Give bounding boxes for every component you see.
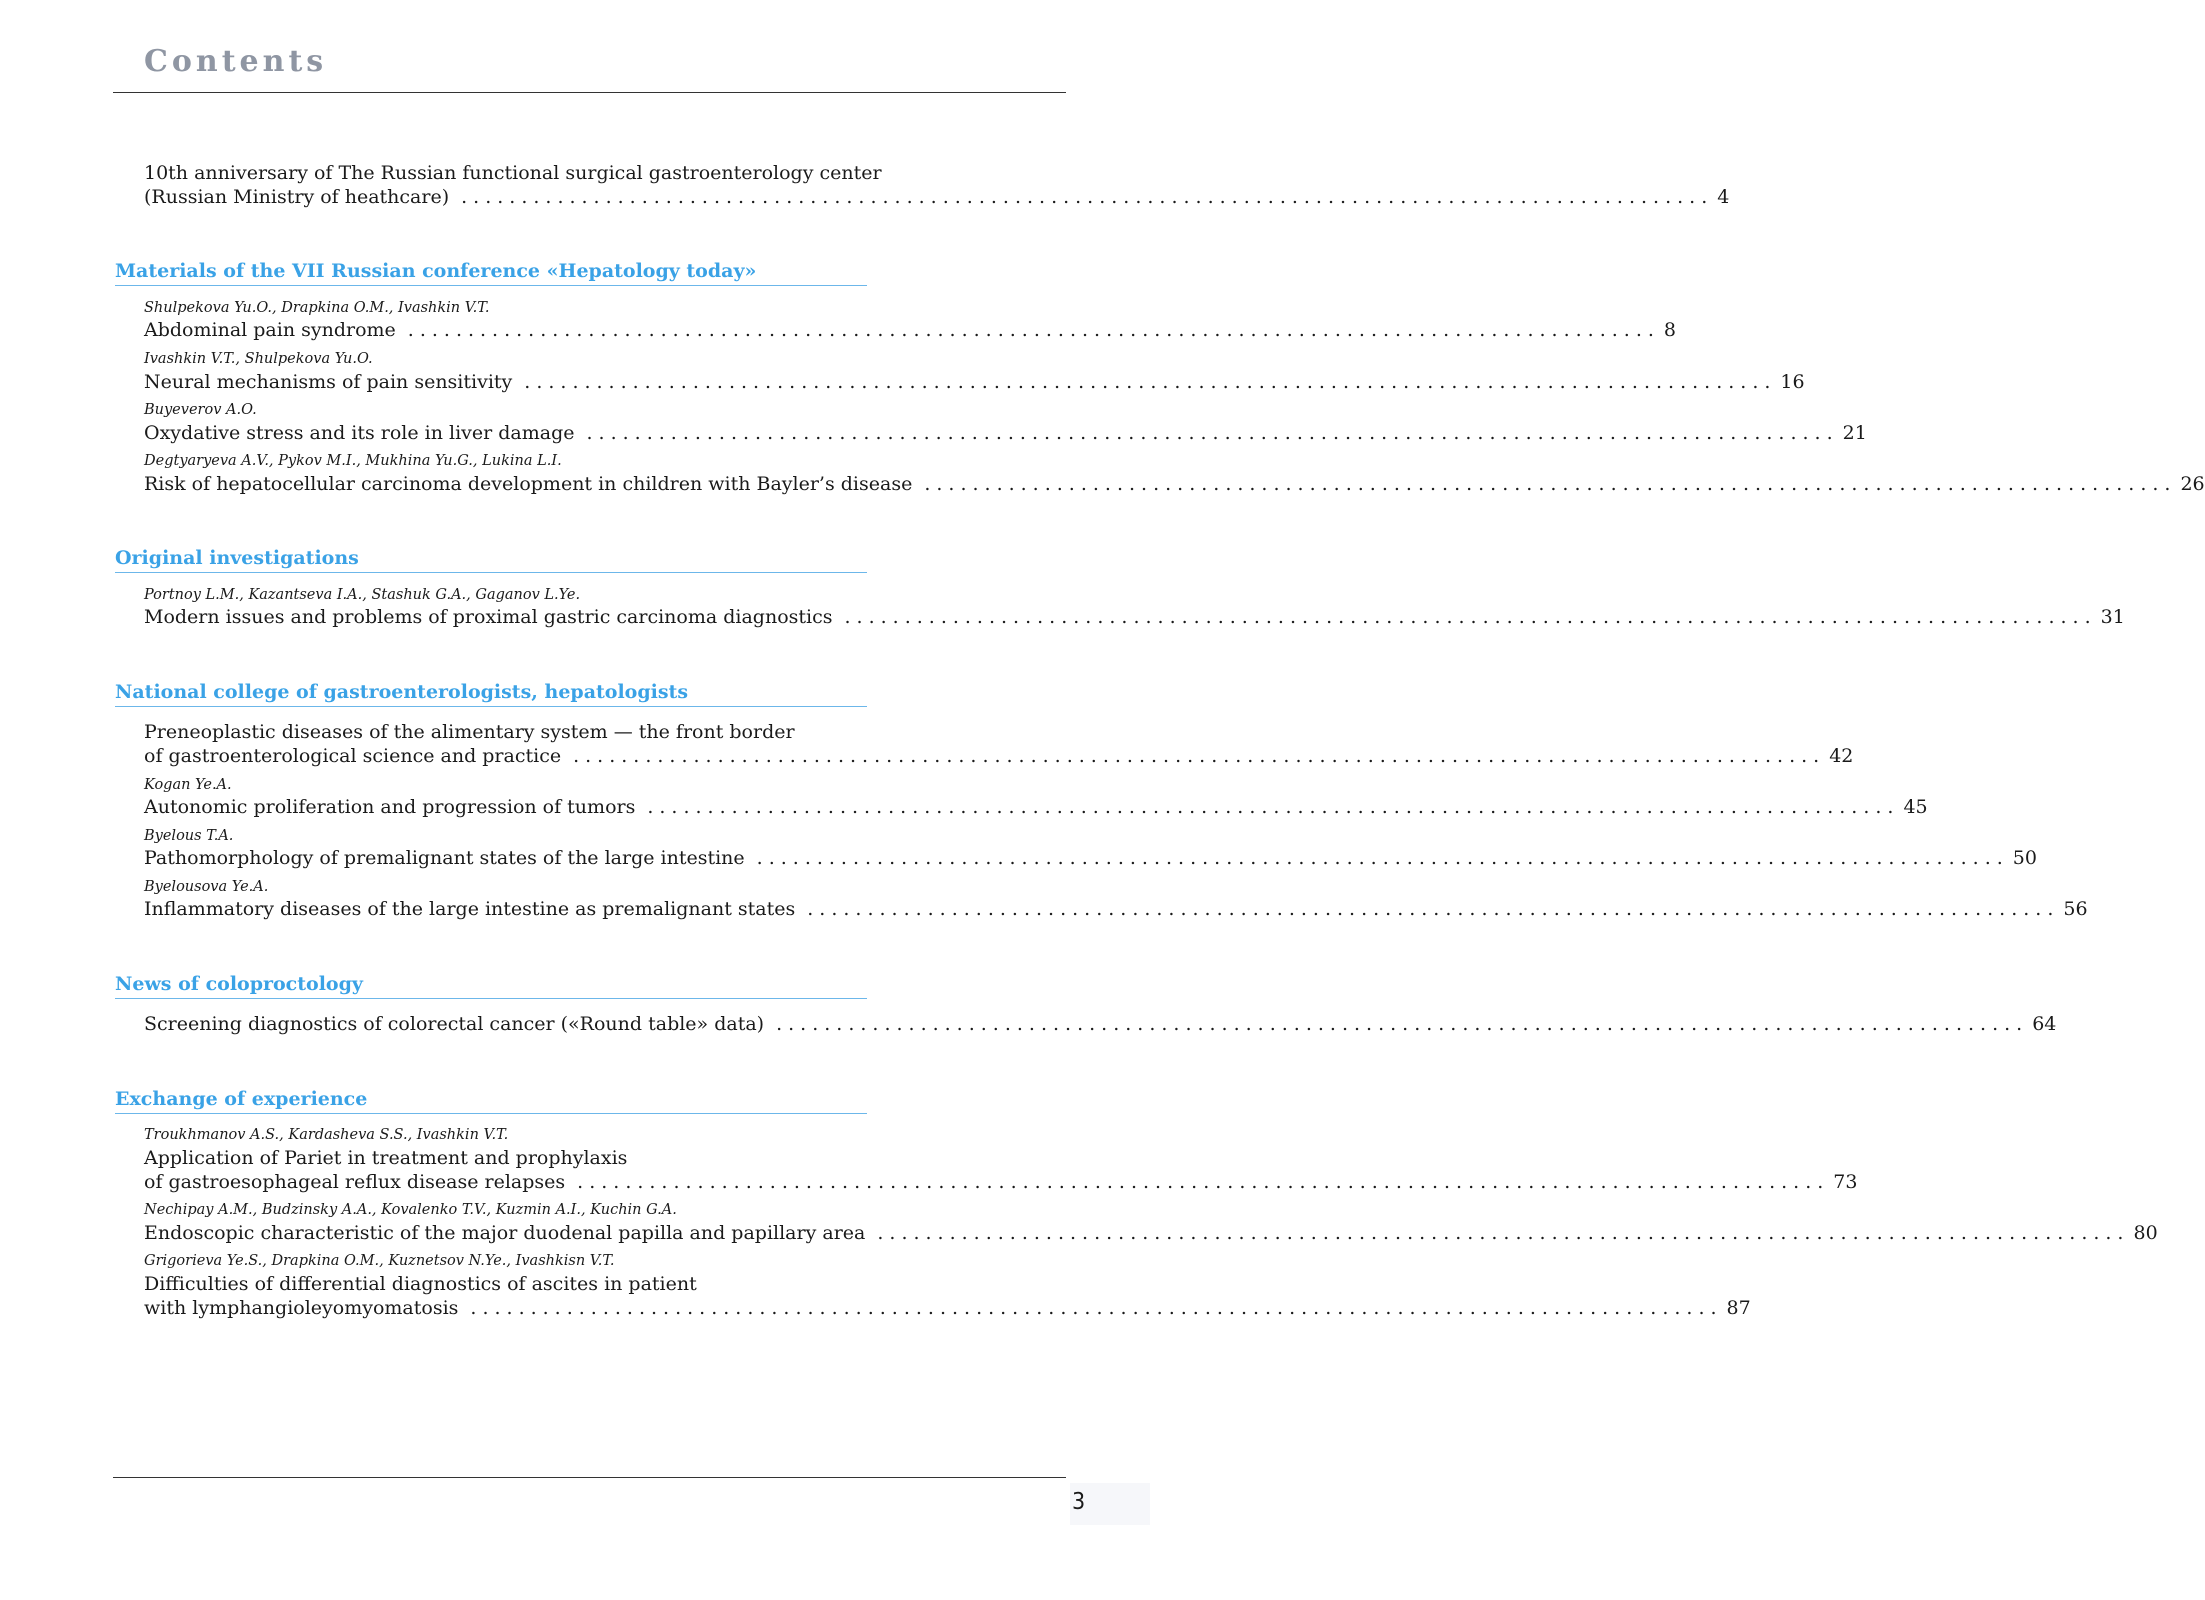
- dot-leader: ........................................................................................................: [924, 473, 2177, 495]
- toc-entry-page: 8: [1663, 319, 1676, 341]
- toc-entry-page: 4: [1717, 186, 1730, 208]
- toc-entry-title: Inflammatory diseases of the large intestine as premalignant states: [144, 898, 796, 920]
- toc-entry-title: Oxydative stress and its role in liver damage: [144, 422, 575, 444]
- dot-leader: ........................................................................................................: [524, 371, 1777, 393]
- toc-entry-authors: Grigorieva Ye.S., Drapkina O.M., Kuznetsov N.Ye., Ivashkisn V.T.: [144, 1253, 615, 1269]
- toc-entry-page: 80: [2133, 1222, 2158, 1244]
- toc-entry-authors: Byelousova Ye.A.: [144, 879, 269, 895]
- toc-entry-title-line1: Application of Pariet in treatment and prophylaxis: [144, 1147, 628, 1169]
- page-number: 3: [1070, 1483, 1150, 1525]
- toc-entry-title: (Russian Ministry of heathcare): [144, 186, 450, 208]
- toc-entry-page: 26: [2180, 473, 2205, 495]
- dot-leader: ........................................................................................................: [756, 847, 2009, 869]
- dot-leader: ........................................................................................................: [577, 1171, 1830, 1193]
- toc-entry-authors: Kogan Ye.A.: [144, 777, 232, 793]
- toc-entry[interactable]: [144, 897, 2088, 921]
- toc-entry[interactable]: [144, 1170, 1858, 1194]
- toc-entry-page: 42: [1829, 745, 1854, 767]
- toc-entry-authors: Troukhmanov A.S., Kardasheva S.S., Ivashkin V.T.: [144, 1127, 509, 1143]
- toc-entry-title: Autonomic proliferation and progression of tumors: [144, 796, 636, 818]
- toc-entry-title: Endoscopic characteristic of the major duodenal papilla and papillary area: [144, 1222, 866, 1244]
- toc-entry-page: 50: [2012, 847, 2037, 869]
- toc-entry-title: with lymphangioleyomyomatosis: [144, 1297, 459, 1319]
- toc-entry-title: of gastroenterological science and practice: [144, 745, 562, 767]
- toc-entry-authors: Portnoy L.M., Kazantseva I.A., Stashuk G.A., Gaganov L.Ye.: [144, 587, 581, 603]
- intro-title-line1: 10th anniversary of The Russian functional surgical gastroenterology center: [144, 162, 882, 184]
- toc-entry-authors: Ivashkin V.T., Shulpekova Yu.O.: [144, 351, 373, 367]
- toc-entry[interactable]: [144, 744, 1854, 768]
- toc-entry[interactable]: [144, 846, 2037, 870]
- toc-entry-page: 21: [1842, 422, 1867, 444]
- toc-entry-authors: Nechipay A.M., Budzinsky A.A., Kovalenko T.V., Kuzmin A.I., Kuchin G.A.: [144, 1202, 677, 1218]
- toc-entry[interactable]: [144, 1012, 2057, 1036]
- toc-entry[interactable]: [144, 1296, 1751, 1320]
- dot-leader: ........................................................................................................: [461, 186, 1714, 208]
- section-heading-exchange-of-experience: Exchange of experience: [115, 1087, 867, 1114]
- dot-leader: ........................................................................................................: [844, 606, 2097, 628]
- dot-leader: ........................................................................................................: [573, 745, 1826, 767]
- toc-entry-title: Screening diagnostics of colorectal cancer («Round table» data): [144, 1013, 765, 1035]
- toc-entry-authors: Byelous T.A.: [144, 828, 234, 844]
- page-title: Contents: [144, 44, 328, 79]
- toc-entry-authors: Degtyaryeva A.V., Pykov M.I., Mukhina Yu.G., Lukina L.I.: [144, 453, 562, 469]
- toc-entry-title: of gastroesophageal reflux disease relapses: [144, 1171, 566, 1193]
- section-heading-hepatology: Materials of the VII Russian conference «Hepatology today»: [115, 259, 867, 286]
- dot-leader: ........................................................................................................: [470, 1297, 1723, 1319]
- toc-entry[interactable]: [144, 370, 1805, 394]
- toc-entry[interactable]: [144, 318, 1676, 342]
- toc-entry-page: 31: [2100, 606, 2125, 628]
- toc-entry-page: 45: [1903, 796, 1928, 818]
- toc-entry-authors: Shulpekova Yu.O., Drapkina O.M., Ivashkin V.T.: [144, 300, 490, 316]
- toc-entry-intro[interactable]: [144, 185, 1730, 209]
- toc-entry-page: 16: [1780, 371, 1805, 393]
- toc-entry-page: 87: [1726, 1297, 1751, 1319]
- toc-entry-title: Risk of hepatocellular carcinoma development in children with Bayler’s disease: [144, 473, 913, 495]
- toc-entry-page: 56: [2063, 898, 2088, 920]
- section-heading-original-investigations: Original investigations: [115, 546, 867, 573]
- dot-leader: ........................................................................................................: [647, 796, 1900, 818]
- header-divider: [113, 92, 1066, 93]
- section-heading-national-college: National college of gastroenterologists, hepatologists: [115, 680, 867, 707]
- toc-entry-title-line1: Preneoplastic diseases of the alimentary system — the front border: [144, 721, 795, 743]
- toc-entry-title: Modern issues and problems of proximal gastric carcinoma diagnostics: [144, 606, 833, 628]
- toc-entry[interactable]: [144, 1221, 2158, 1245]
- toc-entry-title: Pathomorphology of premalignant states of the large intestine: [144, 847, 745, 869]
- toc-entry-title: Abdominal pain syndrome: [144, 319, 396, 341]
- toc-entry-title: Neural mechanisms of pain sensitivity: [144, 371, 513, 393]
- dot-leader: ........................................................................................................: [807, 898, 2060, 920]
- footer-divider: [113, 1477, 1066, 1478]
- section-heading-coloproctology: News of coloproctology: [115, 972, 867, 999]
- toc-entry[interactable]: [144, 421, 1867, 445]
- toc-entry[interactable]: [144, 795, 1928, 819]
- dot-leader: ........................................................................................................: [776, 1013, 2029, 1035]
- toc-entry-page: 73: [1833, 1171, 1858, 1193]
- toc-entry-title-line1: Difficulties of differential diagnostics of ascites in patient: [144, 1273, 697, 1295]
- toc-entry[interactable]: [144, 605, 2125, 629]
- toc-entry[interactable]: [144, 472, 2205, 496]
- dot-leader: ........................................................................................................: [586, 422, 1839, 444]
- dot-leader: ........................................................................................................: [407, 319, 1660, 341]
- toc-entry-page: 64: [2032, 1013, 2057, 1035]
- dot-leader: ........................................................................................................: [877, 1222, 2130, 1244]
- toc-entry-authors: Buyeverov A.O.: [144, 402, 257, 418]
